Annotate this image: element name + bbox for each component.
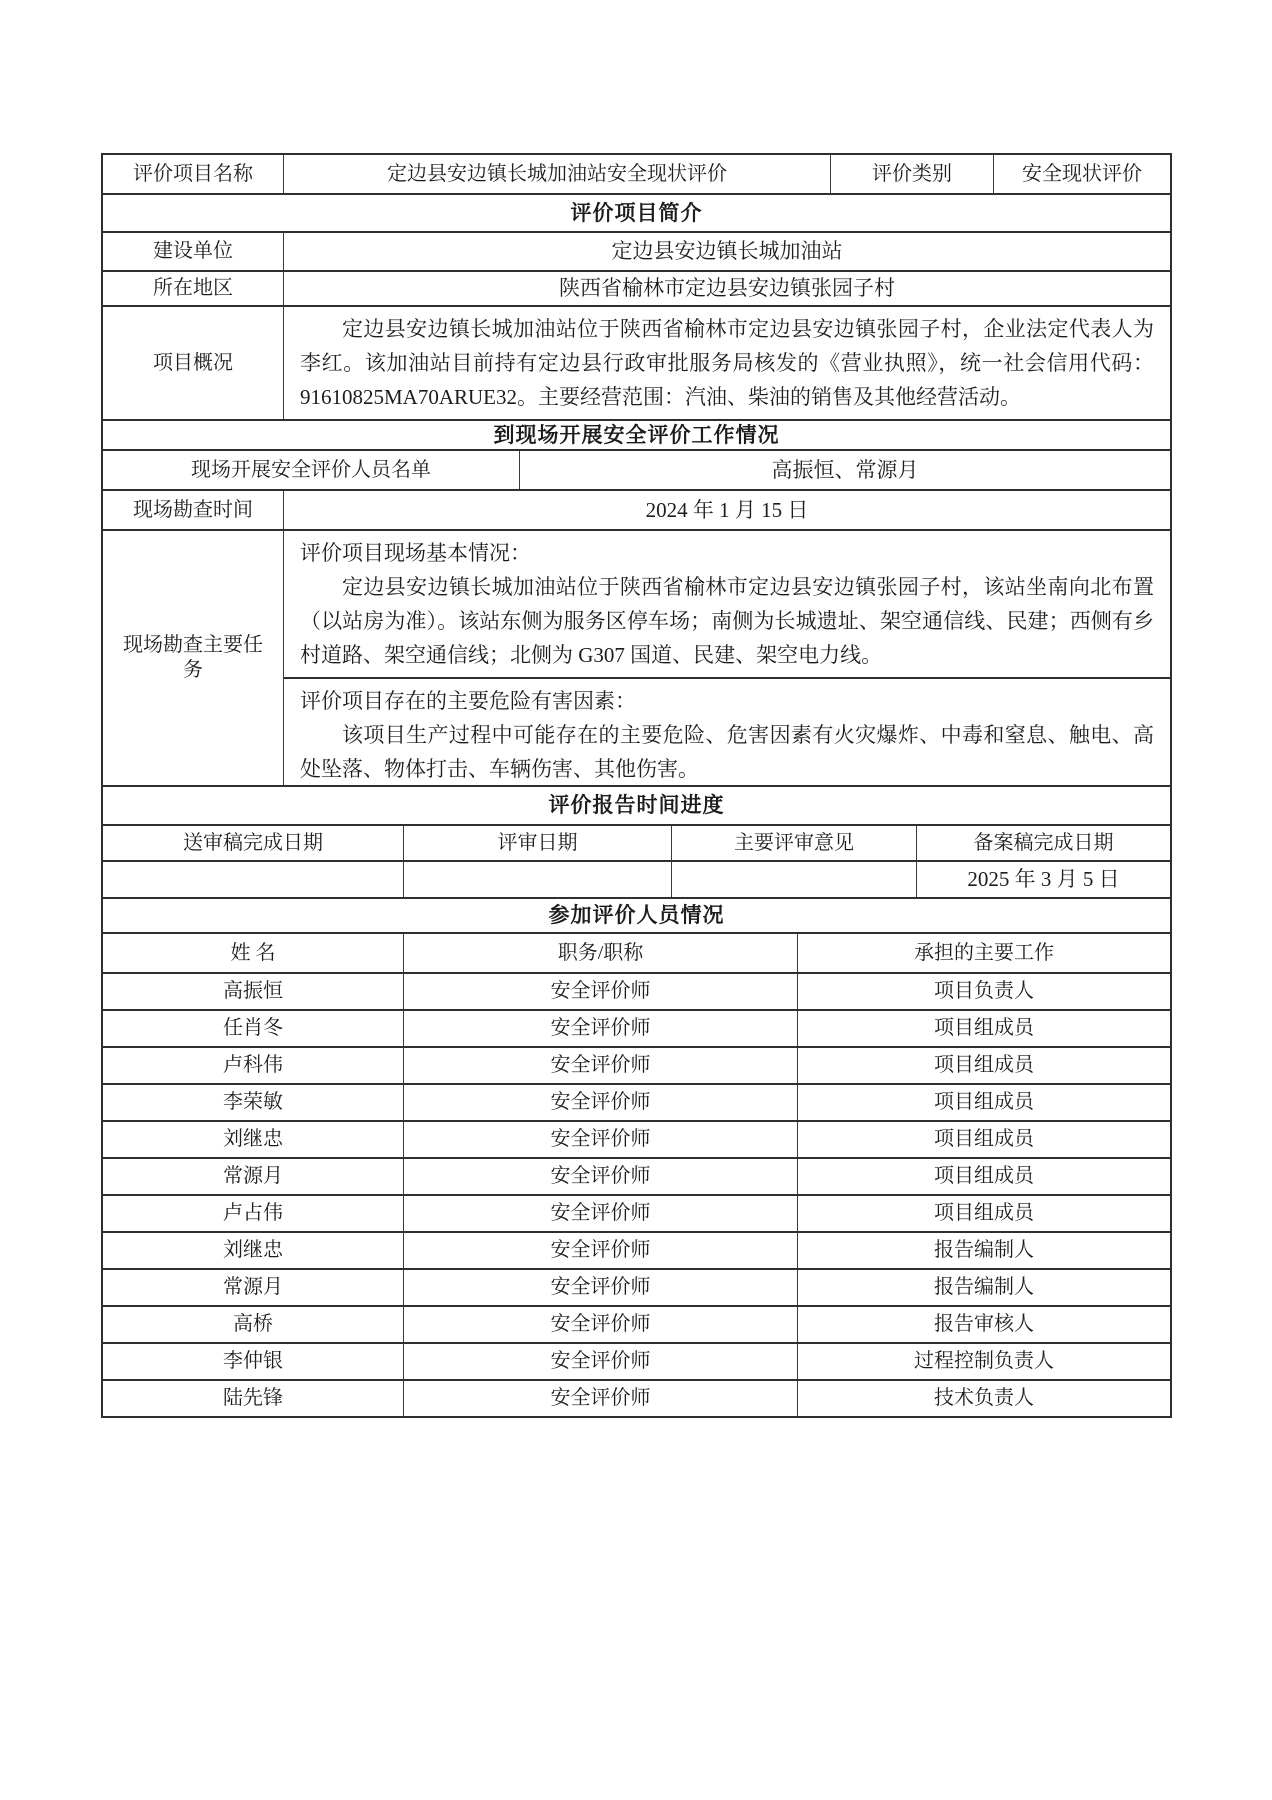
participant-row bbox=[103, 1083, 1170, 1120]
participant-role: 项目组成员 bbox=[797, 1159, 1170, 1194]
schedule-col-filing-date: 备案稿完成日期 bbox=[916, 826, 1170, 860]
participant-role: 项目组成员 bbox=[797, 1048, 1170, 1083]
participant-name: 任肖冬 bbox=[223, 1017, 283, 1039]
participant-role: 项目负责人 bbox=[797, 974, 1170, 1009]
participant-name: 陆先锋 bbox=[223, 1387, 283, 1409]
survey-tasks-row bbox=[103, 529, 1170, 785]
survey-tasks-label bbox=[103, 531, 283, 785]
participants-col-role: 承担的主要工作 bbox=[797, 934, 1170, 972]
participant-title: 安全评价师 bbox=[403, 1307, 797, 1342]
schedule-columns-row bbox=[103, 824, 1170, 860]
location-value: 陕西省榆林市定边县安边镇张园子村 bbox=[283, 272, 1170, 305]
basic-situation-text: 定边县安边镇长城加油站位于陕西省榆林市定边县安边镇张园子村，该站坐南向北布置（以站房为准）。该站东侧为服务区停车场；南侧为长城遗址、架空通信线、民建；西侧有乡村道路、架空通信线；北侧为 G307 国道、民建、架空电力线。 bbox=[300, 575, 1154, 667]
site-work-section-header-row bbox=[103, 419, 1170, 449]
participant-role: 项目组成员 bbox=[797, 1196, 1170, 1231]
survey-date-label: 现场勘查时间 bbox=[133, 498, 253, 521]
participant-name: 刘继忠 bbox=[223, 1239, 283, 1261]
construction-unit-value: 定边县安边镇长城加油站 bbox=[283, 233, 1170, 270]
location-label: 所在地区 bbox=[153, 277, 233, 299]
hazards-title: 评价项目存在的主要危险有害因素： bbox=[300, 689, 636, 713]
participant-row bbox=[103, 1120, 1170, 1157]
participant-name: 高振恒 bbox=[223, 980, 283, 1002]
participant-row bbox=[103, 972, 1170, 1009]
site-work-section-header: 到现场开展安全评价工作情况 bbox=[493, 422, 780, 447]
participant-title: 安全评价师 bbox=[403, 1011, 797, 1046]
participant-row bbox=[103, 1342, 1170, 1379]
participant-name: 李仲银 bbox=[223, 1350, 283, 1372]
site-staff-value: 高振恒、常源月 bbox=[519, 451, 1170, 489]
intro-section-header-row bbox=[103, 193, 1170, 231]
schedule-section-header: 评价报告时间进度 bbox=[548, 793, 725, 818]
evaluation-form-table bbox=[101, 153, 1172, 1418]
participant-row bbox=[103, 1157, 1170, 1194]
participant-name: 卢科伟 bbox=[223, 1054, 283, 1076]
participant-title: 安全评价师 bbox=[403, 1122, 797, 1157]
basic-situation-cell bbox=[284, 531, 1170, 677]
project-overview-label: 项目概况 bbox=[153, 351, 233, 374]
participant-row bbox=[103, 1194, 1170, 1231]
participant-row bbox=[103, 1009, 1170, 1046]
participant-role: 项目组成员 bbox=[797, 1011, 1170, 1046]
participant-title: 安全评价师 bbox=[403, 1344, 797, 1379]
participant-name: 高桥 bbox=[233, 1313, 273, 1335]
project-name-label: 评价项目名称 bbox=[133, 162, 253, 185]
participant-title: 安全评价师 bbox=[403, 1233, 797, 1268]
participant-title: 安全评价师 bbox=[403, 1381, 797, 1416]
participant-title: 安全评价师 bbox=[403, 974, 797, 1009]
participant-name: 常源月 bbox=[223, 1276, 283, 1298]
participants-section-header: 参加评价人员情况 bbox=[548, 903, 725, 928]
participants-columns-row bbox=[103, 932, 1170, 972]
participant-title: 安全评价师 bbox=[403, 1159, 797, 1194]
construction-unit-label: 建设单位 bbox=[153, 240, 233, 262]
participant-title: 安全评价师 bbox=[403, 1085, 797, 1120]
construction-unit-row bbox=[103, 231, 1170, 270]
survey-date-value: 2024 年 1 月 15 日 bbox=[283, 491, 1170, 529]
schedule-val-review-date bbox=[403, 862, 671, 897]
survey-date-row bbox=[103, 489, 1170, 529]
participants-section-header-row bbox=[103, 897, 1170, 932]
participant-role: 报告编制人 bbox=[797, 1233, 1170, 1268]
participant-row bbox=[103, 1046, 1170, 1083]
participant-name: 卢占伟 bbox=[223, 1202, 283, 1224]
participant-name: 李荣敏 bbox=[223, 1091, 283, 1113]
schedule-col-review-opinion: 主要评审意见 bbox=[671, 826, 916, 860]
project-name-value: 定边县安边镇长城加油站安全现状评价 bbox=[283, 155, 830, 193]
participant-row bbox=[103, 1379, 1170, 1416]
evaluation-category-value: 安全现状评价 bbox=[993, 155, 1170, 193]
site-staff-row bbox=[103, 449, 1170, 489]
participant-row bbox=[103, 1305, 1170, 1342]
schedule-values-row bbox=[103, 860, 1170, 897]
participant-row bbox=[103, 1231, 1170, 1268]
participant-role: 项目组成员 bbox=[797, 1085, 1170, 1120]
participant-role: 项目组成员 bbox=[797, 1122, 1170, 1157]
participant-role: 报告编制人 bbox=[797, 1270, 1170, 1305]
schedule-col-review-date: 评审日期 bbox=[403, 826, 671, 860]
survey-tasks-label-text: 现场勘查主要任务 bbox=[123, 634, 263, 681]
project-overview-text bbox=[283, 307, 1170, 419]
project-overview-row bbox=[103, 305, 1170, 419]
participant-role: 报告审核人 bbox=[797, 1307, 1170, 1342]
participant-row bbox=[103, 1268, 1170, 1305]
schedule-val-submission bbox=[103, 862, 403, 897]
site-staff-label: 现场开展安全评价人员名单 bbox=[191, 458, 431, 481]
schedule-val-review-opinion bbox=[671, 862, 916, 897]
location-row bbox=[103, 270, 1170, 305]
survey-tasks-content bbox=[283, 531, 1170, 785]
hazards-text: 该项目生产过程中可能存在的主要危险、危害因素有火灾爆炸、中毒和窒息、触电、高处坠落、物体打击、车辆伤害、其他伤害。 bbox=[300, 723, 1154, 781]
participant-role: 过程控制负责人 bbox=[797, 1344, 1170, 1379]
schedule-section-header-row bbox=[103, 785, 1170, 824]
participants-col-title: 职务/职称 bbox=[403, 934, 797, 972]
project-title-row bbox=[103, 155, 1170, 193]
participant-name: 刘继忠 bbox=[223, 1128, 283, 1150]
participant-title: 安全评价师 bbox=[403, 1270, 797, 1305]
schedule-val-filing-date: 2025 年 3 月 5 日 bbox=[916, 862, 1170, 897]
project-overview-paragraph: 定边县安边镇长城加油站位于陕西省榆林市定边县安边镇张园子村，企业法定代表人为李红。该加油站目前持有定边县行政审批服务局核发的《营业执照》，统一社会信用代码：91610825MA70ARUE32。主要经营范围：汽油、柴油的销售及其他经营活动。 bbox=[300, 317, 1154, 409]
participant-title: 安全评价师 bbox=[403, 1196, 797, 1231]
hazards-cell bbox=[284, 677, 1170, 785]
participant-title: 安全评价师 bbox=[403, 1048, 797, 1083]
participants-col-name: 姓 名 bbox=[230, 941, 276, 964]
participant-role: 技术负责人 bbox=[797, 1381, 1170, 1416]
basic-situation-title: 评价项目现场基本情况： bbox=[300, 541, 531, 565]
participant-name: 常源月 bbox=[223, 1165, 283, 1187]
intro-section-header: 评价项目简介 bbox=[570, 200, 703, 225]
schedule-col-submission: 送审稿完成日期 bbox=[183, 831, 323, 854]
evaluation-category-label: 评价类别 bbox=[830, 155, 993, 193]
